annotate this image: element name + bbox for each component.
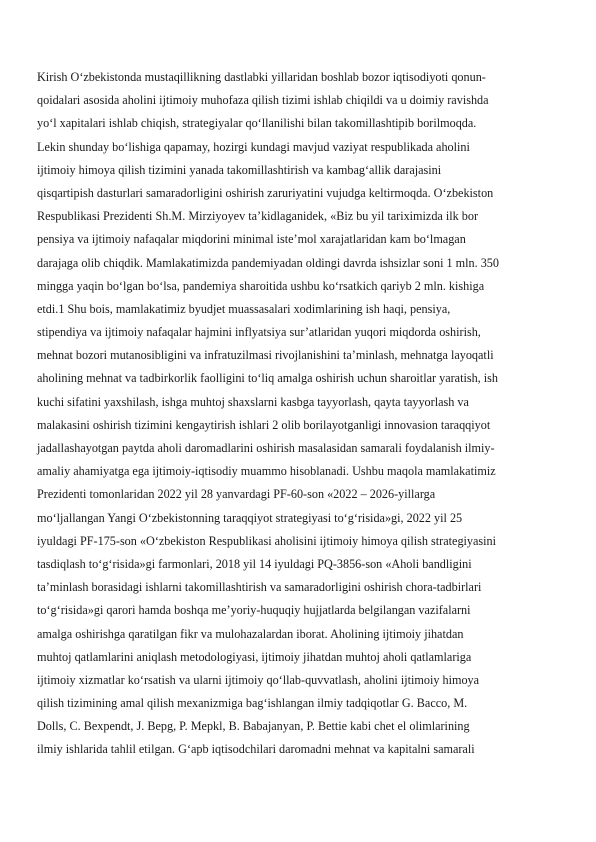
text-line: etdi.1 Shu bois, mamlakatimiz byudjet muassasalari xodimlarining ish haqi, pensiya, — [37, 301, 451, 316]
text-line: ijtimoiy himoya qilish tizimini yanada takomillashtirish va kambag‘allik darajasini — [37, 162, 442, 177]
text-line: Kirish O‘zbekistonda mustaqillikning dastlabki yillaridan boshlab bozor iqtisodiyoti qonun- — [37, 70, 486, 84]
text-line: mingga yaqin bo‘lgan bo‘lsa, pandemiya sharoitida ushbu ko‘rsatkich qariyb 2 mln. kishiga — [37, 278, 485, 293]
text-line: Prezidenti tomonlaridan 2022 yil 28 yanvardagi PF-60-son «2022 – 2026-yillarga — [37, 487, 436, 502]
text-line: Lekin shunday bo‘lishiga qapamay, hozirgi kundagi mavjud vaziyat respublikada aholini — [37, 139, 470, 154]
text-line: amalga oshirishga qaratilgan fikr va mulohazalardan iborat. Aholining ijtimoiy jihatdan — [37, 626, 464, 641]
text-line: ilmiy ishlarida tahlil etilgan. G‘apb iqtisodchilari daromadni mehnat va kapitalni samarali — [37, 742, 475, 757]
text-line: malakasini oshirish tizimini kengaytirish ishlari 2 olib borilayotganligi innovasion taraqqiyot — [37, 417, 491, 432]
text-line: qoidalari asosida aholini ijtimoiy muhofaza qilish tizimi ishlab chiqildi va u doimiy ravishda — [37, 93, 489, 108]
body-paragraph — [37, 66, 577, 762]
text-line: muhtoj qatlamlarini aniqlash metodologiyasi, ijtimoiy jihatdan muhtoj aholi qatlamlariga — [37, 649, 472, 664]
text-line: yo‘l xapitalari ishlab chiqish, strategiyalar qo‘llanilishi bilan takomillashtipib borilmoqda. — [37, 116, 477, 131]
text-line: qisqartipish dasturlari samaradorligini oshirish zaruriyatini vujudga keltirmoqda. O‘zbekiston — [37, 185, 494, 200]
text-line: darajaga olib chiqdik. Mamlakatimizda pandemiyadan oldingi davrda ishsizlar soni 1 mln. 350 — [37, 255, 499, 270]
text-line: iyuldagi PF-175-son «O‘zbekiston Respublikasi aholisini ijtimoiy himoya qilish strategiyasini — [37, 533, 497, 548]
text-line: ta’minlash borasidagi ishlarni takomillashtirish va samaradorligini oshirish chora-tadbirlari — [37, 580, 482, 595]
text-line: mehnat bozori mutanosibligini va infratuzilmasi rivojlanishini ta’minlash, mehnatga layoqatli — [37, 348, 494, 363]
text-line: Dolls, C. Bexpendt, J. Bepg, P. Mepkl, B. Babajanyan, P. Bettie kabi chet el olimlarining — [37, 719, 470, 734]
text-line: tasdiqlash to‘g‘risida»gi farmonlari, 2018 yil 14 iyuldagi PQ-3856-son «Aholi bandligini — [37, 556, 472, 571]
text-line: mo‘ljallangan Yangi O‘zbekistonning taraqqiyot strategiyasi to‘g‘risida»gi, 2022 yil 25 — [37, 510, 463, 525]
text-line: stipendiya va ijtimoiy nafaqalar hajmini inflyatsiya sur’atlaridan yuqori miqdorda oshirish, — [37, 325, 481, 340]
text-line: ijtimoiy xizmatlar ko‘rsatish va ularni ijtimoiy qo‘llab-quvvatlash, aholini ijtimoiy himoya — [37, 672, 480, 687]
text-line: aholining mehnat va tadbirkorlik faolligini to‘liq amalga oshirish uchun sharoitlar yaratish, ish — [37, 371, 498, 386]
text-line: jadallashayotgan paytda aholi daromadlarini oshirish masalasidan samarali foydalanish ilmiy- — [37, 441, 495, 455]
text-line: amaliy ahamiyatga ega ijtimoiy-iqtisodiy muammo hisoblanadi. Ushbu maqola mamlakatimiz — [37, 464, 496, 479]
text-line: Respublikasi Prezidenti Sh.M. Mirziyoyev ta’kidlaganidek, «Biz bu yil tariximizda ilk bor — [37, 209, 479, 224]
text-line: pensiya va ijtimoiy nafaqalar miqdorini minimal iste’mol xarajatlaridan kam bo‘lmagan — [37, 232, 466, 247]
text-line: qilish tizimining amal qilish mexanizmiga bag‘ishlangan ilmiy tadqiqotlar G. Bacco, M. — [37, 696, 468, 711]
text-line: to‘g‘risida»gi qarori hamda boshqa me’yoriy-huquqiy hujjatlarda belgilangan vazifalarni — [37, 603, 471, 618]
text-line: kuchi sifatini yaxshilash, ishga muhtoj shaxslarni kasbga tayyorlash, qayta tayyorlash va — [37, 394, 469, 409]
